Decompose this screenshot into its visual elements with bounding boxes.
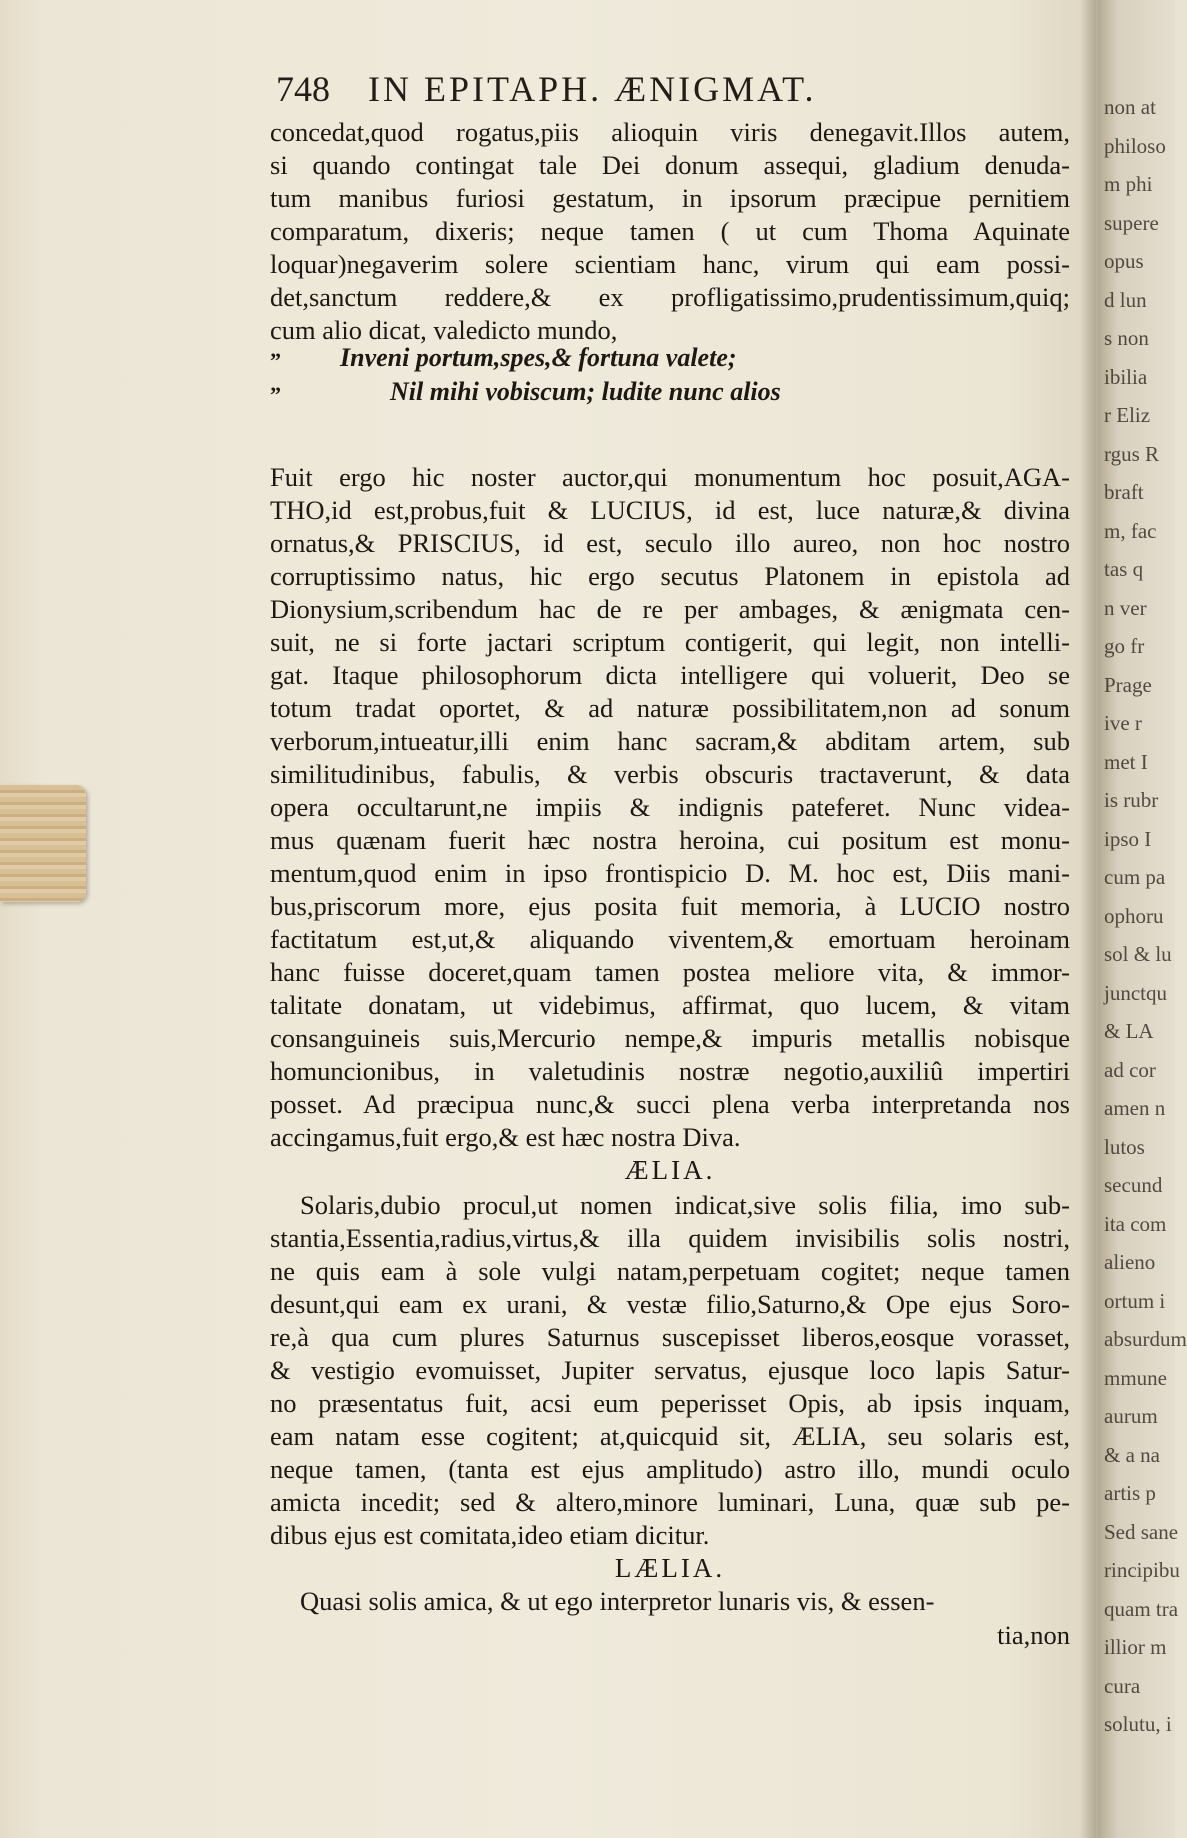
- text-line: si quando contingat tale Dei donum assequi, gladium denuda-: [270, 150, 1070, 180]
- adjacent-page-fragment: non at: [1104, 95, 1156, 119]
- running-title: IN EPITAPH. ÆNIGMAT.: [368, 69, 817, 109]
- text-line: Dionysium,scribendum hac de re per ambages, & ænigmata cen-: [270, 594, 1070, 624]
- text-line: talitate donatam, ut videbimus, affirmat, quo lucem, & vitam: [270, 990, 1070, 1020]
- paper-tab-marker: [0, 785, 86, 902]
- text-line: corruptissimo natus, hic ergo secutus Platonem in epistola ad: [270, 561, 1070, 591]
- text-line: hanc fuisse doceret,quam tamen postea meliore vita, & immor-: [270, 957, 1070, 987]
- text-line: tum manibus furiosi gestatum, in ipsorum præcipue pernitiem: [270, 183, 1070, 213]
- adjacent-page-fragment: ita com: [1104, 1211, 1167, 1236]
- adjacent-page-fragment: s non: [1104, 326, 1149, 350]
- text-line: dibus ejus est comitata,ideo etiam dicitur.: [270, 1520, 710, 1550]
- text-line: homuncionibus, in valetudinis nostræ negotio,auxiliû impertiri: [270, 1056, 1070, 1086]
- text-line: Fuit ergo hic noster auctor,qui monumentum hoc posuit,AGA-: [270, 462, 1070, 492]
- adjacent-page-fragment: braft: [1104, 480, 1144, 504]
- text-line: verborum,intueatur,illi enim hanc sacram,& abditam artem, sub: [270, 726, 1070, 756]
- section-heading: LÆLIA.: [614, 1553, 726, 1583]
- adjacent-page-fragment: absurdum: [1104, 1327, 1187, 1351]
- adjacent-page-fragment: quam tra: [1104, 1596, 1179, 1621]
- adjacent-page-fragment: illior m: [1104, 1635, 1167, 1659]
- text-line: bus,priscorum more, ejus posita fuit memoria, à LUCIO nostro: [270, 891, 1070, 921]
- adjacent-page-fragment: met I: [1104, 749, 1148, 774]
- text-line: det,sanctum reddere,& ex profligatissimo,prudentissimum,quiq;: [270, 282, 1070, 312]
- adjacent-page-fragment: lutos: [1104, 1134, 1145, 1159]
- text-line: gat. Itaque philosophorum dicta intelligere qui voluerit, Deo se: [270, 660, 1070, 690]
- text-line: Quasi solis amica, & ut ego interpretor lunaris vis, & essen-: [300, 1586, 935, 1616]
- verse-line: Nil mihi vobiscum; ludite nunc alios: [390, 377, 781, 406]
- catchword: tia,non: [997, 1620, 1070, 1650]
- adjacent-page-fragment: d lun: [1104, 287, 1147, 312]
- adjacent-page-fragment: alieno: [1104, 1250, 1156, 1274]
- text-line: accingamus,fuit ergo,& est hæc nostra Diva.: [270, 1122, 741, 1152]
- page-header: [276, 68, 816, 110]
- text-line: totum tradat oportet, & ad naturæ possibilitatem,non ad sonum: [270, 693, 1070, 723]
- section-heading: ÆLIA.: [624, 1155, 716, 1185]
- adjacent-page-fragment: n ver: [1104, 595, 1147, 620]
- text-line: no præsentatus fuit, acsi eum peperisset Opis, ab ipsis inquam,: [270, 1388, 1070, 1418]
- adjacent-page-fragment: cum pa: [1104, 865, 1166, 889]
- adjacent-page-fragment: ophoru: [1104, 903, 1164, 928]
- text-line: Solaris,dubio procul,ut nomen indicat,sive solis filia, imo sub-: [300, 1190, 1070, 1220]
- adjacent-page-fragment: m, fac: [1104, 518, 1157, 543]
- adjacent-page-fragment: opus: [1104, 249, 1144, 273]
- adjacent-page-fragment: sol & lu: [1104, 942, 1172, 966]
- adjacent-page-fragment: secund: [1104, 1173, 1163, 1197]
- text-line: mentum,quod enim in ipso frontispicio D. M. hoc est, Diis mani-: [270, 858, 1070, 888]
- text-line: ne quis eam à sole vulgi natam,perpetuam cogitet; neque tamen: [270, 1256, 1070, 1286]
- adjacent-page-fragment: amen n: [1104, 1096, 1166, 1120]
- text-line: concedat,quod rogatus,piis alioquin viris denegavit.Illos autem,: [270, 117, 1070, 147]
- adjacent-page-fragment: ibilia: [1104, 364, 1148, 389]
- text-line: THO,id est,probus,fuit & LUCIUS, id est, luce naturæ,& divina: [270, 495, 1070, 525]
- text-line: re,à qua cum plures Saturnus suscepisset liberos,eosque vorasset,: [270, 1322, 1070, 1352]
- text-line: factitatum est,ut,& aliquando viventem,& emortuam heroinam: [270, 924, 1070, 954]
- adjacent-page-fragment: go fr: [1104, 634, 1145, 658]
- adjacent-page-fragment: philoso: [1104, 133, 1166, 158]
- adjacent-page-fragment: rincipibu: [1104, 1558, 1180, 1582]
- text-line: neque tamen, (tanta est ejus amplitudo) astro illo, mundi oculo: [270, 1454, 1070, 1484]
- adjacent-page-fragment: Prage: [1104, 672, 1152, 697]
- adjacent-page-fragment: rgus R: [1104, 441, 1160, 466]
- text-line: & vestigio evomuisset, Jupiter servatus, ejusque loco lapis Satur-: [270, 1355, 1070, 1385]
- text-line: opera occultarunt,ne impiis & indignis pateferet. Nunc videa-: [270, 792, 1070, 822]
- verse-quote-mark: ”: [270, 348, 281, 373]
- adjacent-page-fragment: ive r: [1104, 711, 1142, 735]
- text-line: amicta incedit; sed & altero,minore luminari, Luna, quæ sub pe-: [270, 1487, 1070, 1517]
- text-line: desunt,qui eam ex urani, & vestæ filio,Saturno,& Ope ejus Soro-: [270, 1289, 1070, 1319]
- adjacent-page-fragment: Sed sane: [1104, 1519, 1179, 1544]
- adjacent-page-fragment: solutu, i: [1104, 1712, 1172, 1736]
- verse-line: Inveni portum,spes,& fortuna valete;: [340, 343, 737, 372]
- adjacent-page-fragment: is rubr: [1104, 788, 1159, 812]
- adjacent-page-fragment: ad cor: [1104, 1057, 1156, 1082]
- adjacent-page-fragment: artis p: [1104, 1481, 1156, 1505]
- adjacent-page-fragment: mmune: [1104, 1365, 1167, 1390]
- adjacent-page-fragment: r Eliz: [1104, 403, 1151, 427]
- text-line: mus quænam fuerit hæc nostra heroina, cui positum est monu-: [270, 825, 1070, 855]
- adjacent-page-fragment: & LA: [1104, 1019, 1154, 1043]
- adjacent-page-fragment: junctqu: [1104, 980, 1167, 1005]
- gutter-shadow: [1080, 0, 1100, 1838]
- adjacent-page-fragment: m phi: [1104, 172, 1153, 196]
- page-number: 748: [276, 69, 330, 109]
- adjacent-page-fragment: tas q: [1104, 557, 1144, 581]
- text-line: eam natam esse cogitent; at,quicquid sit, ÆLIA, seu solaris est,: [270, 1421, 1070, 1451]
- text-line: comparatum, dixeris; neque tamen ( ut cum Thoma Aquinate: [270, 216, 1070, 246]
- text-line: ornatus,& PRISCIUS, id est, seculo illo aureo, non hoc nostro: [270, 528, 1070, 558]
- adjacent-page-fragment: supere: [1104, 210, 1159, 235]
- text-line: loquar)negaverim solere scientiam hanc, virum qui eam possi-: [270, 249, 1070, 279]
- adjacent-page-fragment: & a na: [1104, 1442, 1160, 1467]
- verse-quote-mark: ”: [270, 382, 281, 407]
- text-line: consanguineis suis,Mercurio nempe,& impuris metallis nobisque: [270, 1023, 1070, 1053]
- text-line: cum alio dicat, valedicto mundo,: [270, 315, 618, 345]
- text-line: suit, ne si forte jactari scriptum contigerit, qui legit, non intelli-: [270, 627, 1070, 657]
- adjacent-page-fragment: cura: [1104, 1673, 1141, 1698]
- text-line: stantia,Essentia,radius,virtus,& illa quidem invisibilis solis nostri,: [270, 1223, 1070, 1253]
- adjacent-page-fragment: ortum i: [1104, 1288, 1166, 1313]
- text-line: similitudinibus, fabulis, & verbis obscuris tractaverunt, & data: [270, 759, 1070, 789]
- text-line: posset. Ad præcipua nunc,& succi plena verba interpretanda nos: [270, 1089, 1070, 1119]
- adjacent-page-fragment: aurum: [1104, 1404, 1158, 1428]
- adjacent-page-fragment: ipso I: [1104, 826, 1152, 851]
